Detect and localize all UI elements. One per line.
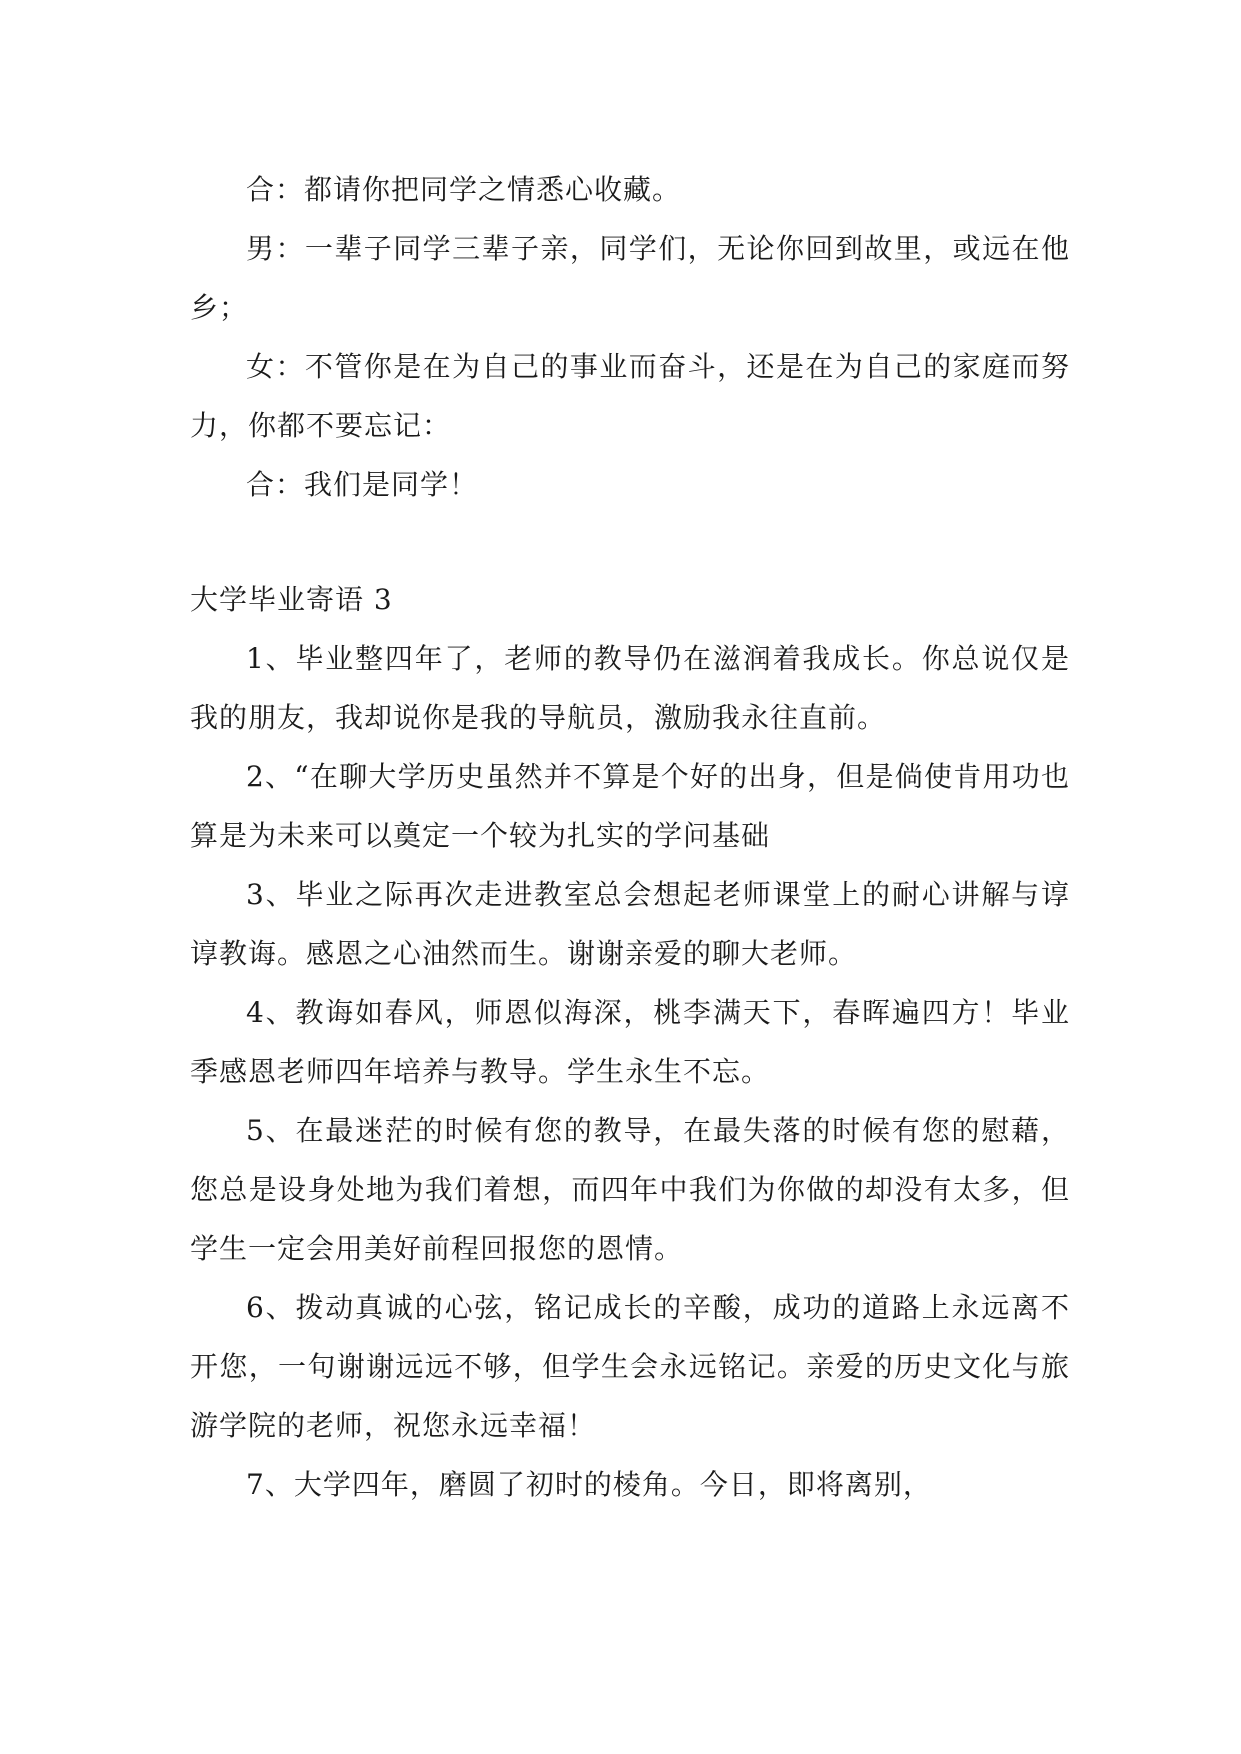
section-title: 大学毕业寄语 3 xyxy=(190,583,393,616)
list-item-7: 7、大学四年，磨圆了初时的棱角。今日，即将离别， xyxy=(246,1468,932,1501)
intro-paragraph-3: 女：不管你是在为自己的事业而奋斗，还是在为自己的家庭而努力，你都不要忘记： xyxy=(190,350,1070,442)
list-item-6: 6、拨动真诚的心弦，铭记成长的辛酸，成功的道路上永远离不开您，一句谢谢远远不够，但学生会永远铭记。亲爱的历史文化与旅游学院的老师，祝您永远幸福！ xyxy=(190,1291,1070,1442)
intro-paragraph-2: 男：一辈子同学三辈子亲，同学们，无论你回到故里，或远在他乡； xyxy=(190,232,1070,324)
intro-paragraph-1: 合：都请你把同学之情悉心收藏。 xyxy=(246,173,682,206)
document-body xyxy=(190,160,1070,1514)
intro-paragraph-4: 合：我们是同学！ xyxy=(246,468,479,501)
list-item-5: 5、在最迷茫的时候有您的教导，在最失落的时候有您的慰藉，您总是设身处地为我们着想，而四年中我们为你做的却没有太多，但学生一定会用美好前程回报您的恩情。 xyxy=(190,1114,1070,1265)
list-item-4: 4、教诲如春风，师恩似海深，桃李满天下，春晖遍四方！毕业季感恩老师四年培养与教导。学生永生不忘。 xyxy=(190,996,1070,1088)
list-item-1: 1、毕业整四年了，老师的教导仍在滋润着我成长。你总说仅是我的朋友，我却说你是我的导航员，激励我永往直前。 xyxy=(190,642,1070,734)
list-item-2: 2、“在聊大学历史虽然并不算是个好的出身，但是倘使肯用功也算是为未来可以奠定一个较为扎实的学问基础 xyxy=(190,760,1070,852)
list-item-3: 3、毕业之际再次走进教室总会想起老师课堂上的耐心讲解与谆谆教诲。感恩之心油然而生。谢谢亲爱的聊大老师。 xyxy=(190,878,1070,970)
